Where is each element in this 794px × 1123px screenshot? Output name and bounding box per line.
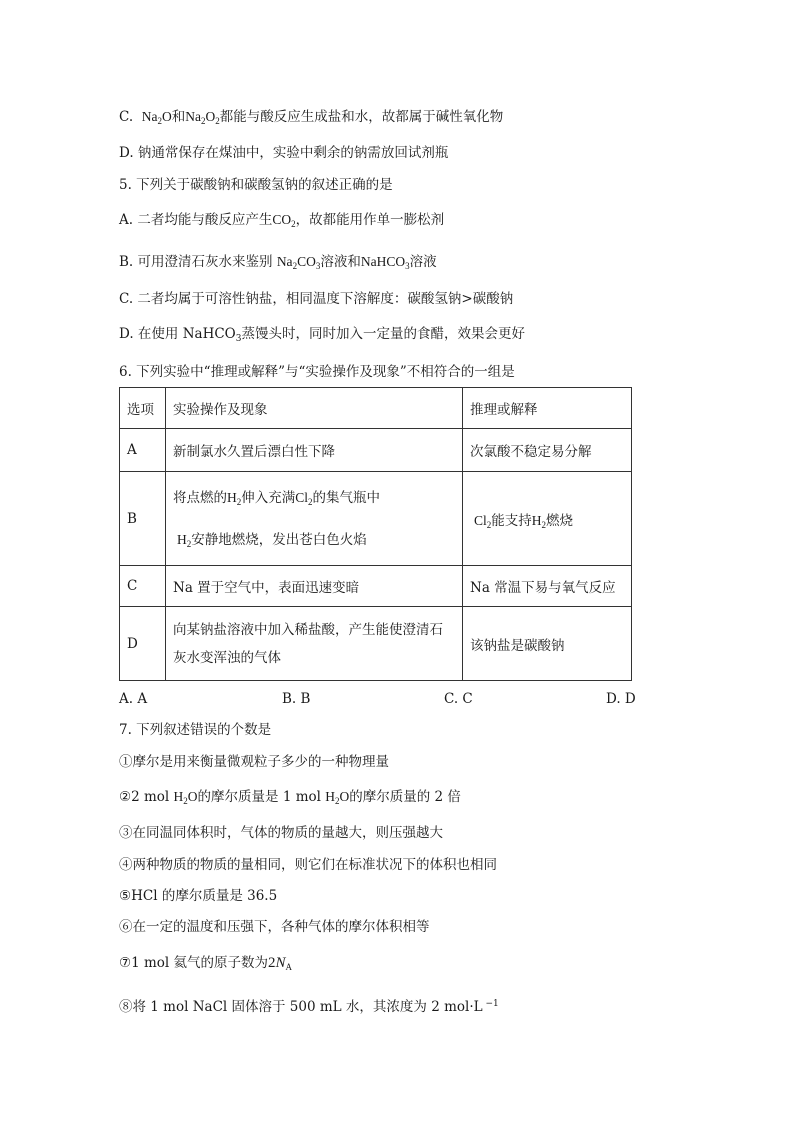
q4-option-d: D. 钠通常保存在煤油中，实验中剩余的钠需放回试剂瓶 [119, 145, 449, 161]
row-d-operation-line-1: 向某钠盐溶液中加入稀盐酸，产生能使澄清石 [173, 621, 443, 638]
q5-option-b: B. 可用澄清石灰水来鉴别 $Na_2CO_3$溶液和NaHCO$_3$溶液 [119, 254, 437, 271]
row-a-operation: 新制氯水久置后漂白性下降 [166, 429, 463, 472]
q6-choice-a: A. A [119, 691, 148, 707]
row-b-operation-line-1: 将点燃的$H_2$伸入充满$Cl_2$的集气瓶中 [173, 489, 381, 507]
q5-option-d: D. 在使用 NaHCO$_3$蒸馒头时，同时加入一定量的食醋，效果会更好 [119, 326, 525, 344]
q7-statement-5: ⑤HCl 的摩尔质量是 36.5 [119, 888, 278, 904]
q7-statement-6: ⑥在一定的温度和压强下，各种气体的摩尔体积相等 [119, 919, 430, 935]
q7-stem: 7. 下列叙述错误的个数是 [119, 722, 272, 738]
q6-choice-c: C. C [444, 691, 473, 707]
q4-option-c: C. $Na_2O$和$Na_2O_2$都能与酸反应生成盐和水，故都属于碱性氧化物 [119, 109, 504, 126]
row-d-operation [166, 607, 463, 681]
q7-statement-8: ⑧将 1 mol NaCl 固体溶于 500 mL 水，其浓度为 2 mol·L $^{-1}$ [119, 999, 499, 1015]
row-c-operation: Na 置于空气中，表面迅速变暗 [166, 566, 463, 607]
row-d-explanation: 该钠盐是碳酸钠 [463, 607, 632, 681]
row-c-explanation: Na 常温下易与氧气反应 [463, 566, 632, 607]
table-row [120, 429, 632, 472]
row-a-option: A [120, 429, 166, 472]
row-a-explanation: 次氯酸不稳定易分解 [463, 429, 632, 472]
q7-statement-3: ③在同温同体积时，气体的物质的量越大，则压强越大 [119, 825, 443, 841]
row-b-explanation: $Cl_2$能支持$H_2$燃烧 [463, 472, 632, 566]
row-b-operation-line-2: $H_2$安静地燃烧，发出苍白色火焰 [177, 531, 367, 549]
q6-table [119, 387, 632, 681]
table-row [120, 607, 632, 681]
table-row [120, 472, 632, 566]
q5-option-a: A. 二者均能与酸反应产生$CO_2$，故都能用作单一膨松剂 [119, 212, 445, 229]
q5-option-c: C. 二者均属于可溶性钠盐，相同温度下溶解度：碳酸氢钠>碳酸钠 [119, 291, 514, 307]
row-b-option: B [120, 472, 166, 566]
q6-choice-d: D. D [606, 691, 636, 707]
q6-stem: 6. 下列实验中“推理或解释”与“实验操作及现象”不相符合的一组是 [119, 364, 515, 380]
table-row [120, 566, 632, 607]
header-explanation: 推理或解释 [463, 388, 632, 429]
row-c-option: C [120, 566, 166, 607]
row-d-option: D [120, 607, 166, 681]
header-option: 选项 [120, 388, 166, 429]
q5-stem: 5. 下列关于碳酸钠和碳酸氢钠的叙述正确的是 [119, 177, 393, 193]
q7-statement-1: ①摩尔是用来衡量微观粒子多少的一种物理量 [119, 754, 389, 770]
header-operation: 实验操作及现象 [166, 388, 463, 429]
row-b-operation [166, 472, 463, 566]
q7-statement-4: ④两种物质的物质的量相同，则它们在标准状况下的体积也相同 [119, 857, 497, 873]
q7-statement-7: ⑦1 mol 氦气的原子数为$2N_A$ [119, 955, 293, 972]
q6-choice-b: B. B [282, 691, 311, 707]
q7-statement-2: ②2 mol $H_2O$的摩尔质量是 1 mol $H_2O$的摩尔质量的 2 倍 [119, 789, 461, 806]
row-d-operation-line-2: 灰水变浑浊的气体 [173, 649, 281, 666]
table-header-row [120, 388, 632, 429]
